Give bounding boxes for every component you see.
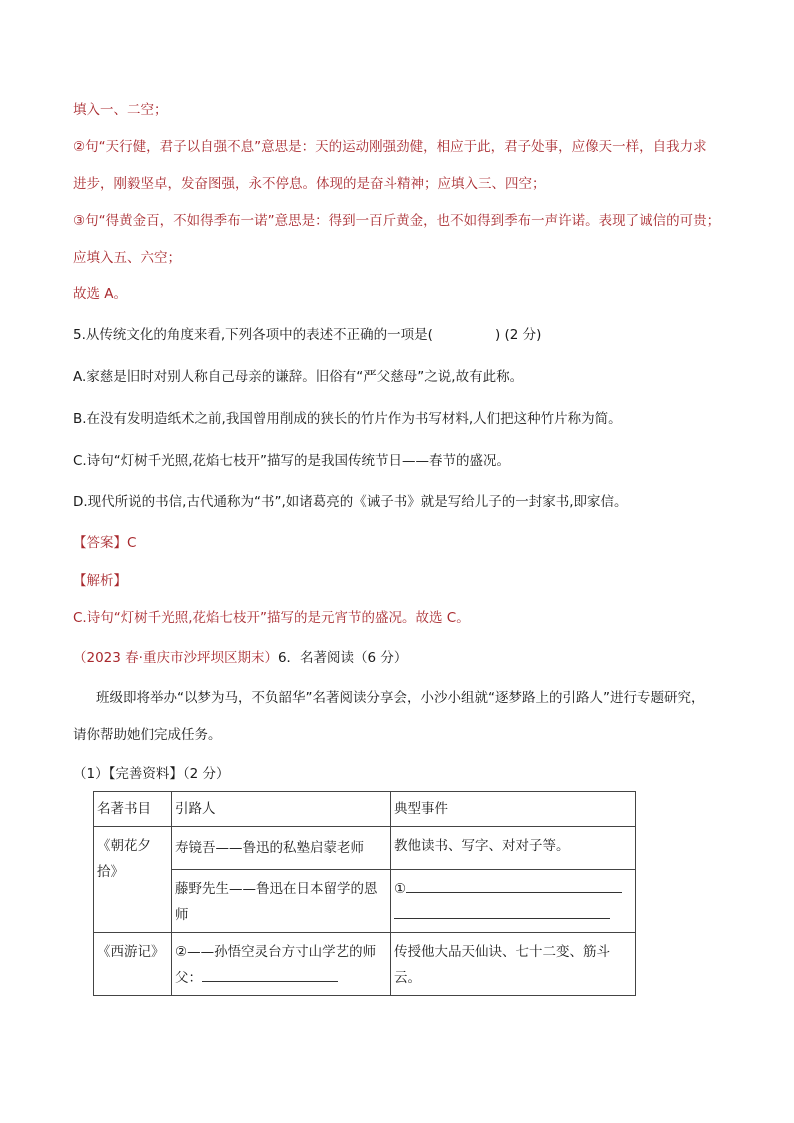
event-2-line-a bbox=[394, 876, 632, 902]
question-6-heading bbox=[73, 648, 407, 668]
question-6-intro-1: 班级即将举办“以梦为马，不负韶华”名著阅读分享会，小沙小组就“逐梦路上的引路人”进行专题研究， bbox=[96, 690, 705, 706]
event-2 bbox=[391, 870, 636, 933]
analysis-line-6: 故选 A。 bbox=[73, 286, 128, 302]
option-b: B.在没有发明造纸术之前,我国曾用削成的狭长的竹片作为书写材料,人们把这种竹片称为简。 bbox=[73, 411, 622, 427]
header-book: 名著书目 bbox=[94, 792, 172, 827]
answer-line bbox=[73, 533, 136, 553]
guide-2 bbox=[172, 870, 391, 933]
option-a: A.家慈是旧时对别人称自己母亲的谦辞。旧俗有“严父慈母”之说,故有此称。 bbox=[73, 369, 524, 385]
works-table bbox=[93, 791, 636, 996]
question-5-stem bbox=[73, 325, 541, 345]
analysis-line-5: 应填入五、六空； bbox=[73, 250, 181, 266]
analysis-text: C.诗句“灯树千光照,花焰七枝开”描写的是元宵节的盛况。故选 C。 bbox=[73, 610, 470, 626]
event-3: 传授他大品天仙诀、七十二变、筋斗云。 bbox=[391, 933, 636, 996]
event-2-line-b bbox=[394, 902, 632, 928]
analysis-line-1: 填入一、二空； bbox=[73, 102, 168, 118]
header-guide: 引路人 bbox=[172, 792, 391, 827]
question-6-title: 6．名著阅读（6 分） bbox=[277, 650, 408, 666]
fill-blank-1b[interactable] bbox=[394, 902, 610, 919]
answer-label: 【答案】 bbox=[73, 535, 127, 551]
header-event: 典型事件 bbox=[391, 792, 636, 827]
analysis-line-2: ②句“天行健，君子以自强不息”意思是：天的运动刚强劲健，相应于此，君子处事，应像天一样，自我力求 bbox=[73, 139, 707, 155]
guide-3-label: 父： bbox=[175, 970, 202, 986]
analysis-line-3: 进步，刚毅坚卓，发奋图强，永不停息。体现的是奋斗精神；应填入三、四空； bbox=[73, 176, 546, 192]
question-6-source: （2023 春·重庆市沙坪坝区期末） bbox=[73, 650, 278, 666]
question-6-intro-2: 请你帮助她们完成任务。 bbox=[73, 727, 222, 743]
fill-blank-1a[interactable] bbox=[406, 876, 622, 893]
table-row bbox=[94, 933, 636, 996]
analysis-label: 【解析】 bbox=[73, 573, 127, 589]
guide-1: 寿镜吾——鲁迅的私塾启蒙老师 bbox=[172, 827, 391, 870]
fill-blank-2[interactable] bbox=[202, 965, 338, 982]
guide-3 bbox=[172, 933, 391, 996]
table-row bbox=[94, 827, 636, 870]
answer-value: C bbox=[127, 535, 137, 551]
table-header-row bbox=[94, 792, 636, 827]
guide-2-line-b: 师 bbox=[175, 907, 189, 923]
book-1: 《朝花夕拾》 bbox=[94, 827, 172, 933]
guide-3-line-a: ②——孙悟空灵台方寸山学艺的师 bbox=[175, 944, 377, 960]
book-2: 《西游记》 bbox=[94, 933, 172, 996]
table-row bbox=[94, 870, 636, 933]
analysis-line-4: ③句“得黄金百，不如得季布一诺”意思是：得到一百斤黄金，也不如得到季布一声许诺。表现了诚信的可贵； bbox=[73, 213, 721, 229]
guide-2-line-a: 藤野先生——鲁迅在日本留学的恩 bbox=[175, 881, 378, 897]
guide-3-line-b bbox=[175, 965, 387, 991]
question-5-stem-a: 5.从传统文化的角度来看,下列各项中的表述不正确的一项是( bbox=[73, 327, 433, 343]
option-c: C.诗句“灯树千光照,花焰七枝开”描写的是我国传统节日——春节的盛况。 bbox=[73, 453, 510, 469]
question-5-stem-b: ) (2 分) bbox=[494, 327, 542, 343]
option-d: D.现代所说的书信,古代通称为“书”,如诸葛亮的《诫子书》就是写给儿子的一封家书,即家信。 bbox=[73, 494, 628, 510]
sub-question-1: （1）【完善资料】（2 分） bbox=[73, 766, 230, 782]
event-1: 教他读书、写字、对对子等。 bbox=[391, 827, 636, 870]
event-2-mark: ① bbox=[394, 881, 407, 897]
